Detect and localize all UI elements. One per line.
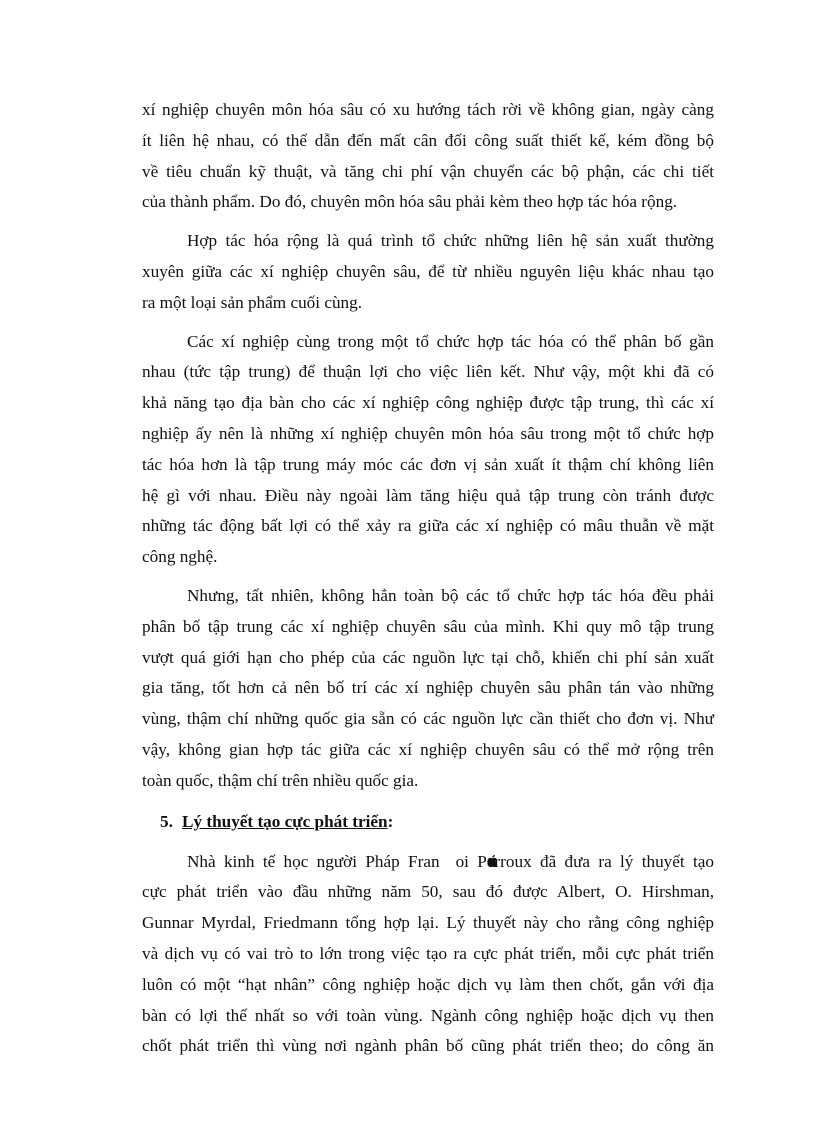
text-line: vùng, thậm chí những quốc gia sẵn có các nguồn lực cần thiết cho đơn vị. Như [142,709,714,729]
text-line: về tiêu chuẩn kỹ thuật, và tăng chi phí vận chuyển các bộ phận, các chi tiết [142,161,714,181]
text-line: những tác động bất lợi có thể xảy ra giữa các xí nghiệp có mâu thuẫn về mặt [142,516,714,536]
text-line: cực phát triển vào đầu những năm 50, sau đó được Albert, O. Hirshman, [142,882,714,902]
text-line: Hợp tác hóa rộng là quá trình tổ chức những liên hệ sản xuất thường [187,231,714,251]
text-line: khả năng tạo địa bàn cho các xí nghiệp công nghiệp được tập trung, thì các xí [142,393,714,413]
text-line: toàn quốc, thậm chí trên nhiều quốc gia. [142,770,419,790]
text-line: xuyên giữa các xí nghiệp chuyên sâu, để từ nhiều nguyên liệu khác nhau tạo [142,261,714,281]
text-line: của thành phẩm. Do đó, chuyên môn hóa sâu phải kèm theo hợp tác hóa rộng. [142,192,678,212]
text-line: công nghệ. [142,547,218,567]
text-fragment: Nhà kinh tế học người Pháp Fran [187,851,440,871]
text-line: Nhưng, tất nhiên, không hẳn toàn bộ các tổ chức hợp tác hóa đều phải [187,585,714,605]
text-line: xí nghiệp chuyên môn hóa sâu có xu hướng tách rời về không gian, ngày càng [142,100,714,119]
section-number: 5. [160,811,173,831]
paragraph-4 [142,581,714,797]
section-title: Lý thuyết tạo cực phát triển [182,811,388,831]
text-line: tác hóa hơn là tập trung máy móc các đơn vị sản xuất ít thậm chí không liên [142,454,714,474]
text-line: ra một loại sản phẩm cuối cùng. [142,292,363,312]
text-line: vậy, không gian hợp tác giữa các xí nghiệp chuyên sâu có thể mở rộng trên [142,739,714,759]
paragraph-2 [142,226,714,318]
text-line: nhau (tức tập trung) để thuận lợi cho việc liên kết. Như vậy, một khi đã có [142,362,714,382]
text-line: ít liên hệ nhau, có thể dẫn đến mất cân đối công suất thiết kế, kém đồng bộ [142,130,714,150]
text-line: Gunnar Myrdal, Friedmann tổng hợp lại. Lý thuyết này cho rằng công nghiệp [142,913,714,933]
text-line: nghiệp ấy nên là những xí nghiệp chuyên môn hóa sâu trong một tổ chức hợp [142,423,714,443]
text-line [142,847,714,878]
text-fragment: oi Perroux đã đưa ra lý thuyết tạo [455,851,714,871]
text-line: phân bố tập trung các xí nghiệp chuyên sâu của mình. Khi quy mô tập trung [142,616,714,636]
text-line: Các xí nghiệp cùng trong một tổ chức hợp tác hóa có thể phân bố gần [187,331,714,351]
text-line: bàn có lợi thế nhất so với toàn vùng. Ngành công nghiệp hoặc dịch vụ then [142,1005,714,1025]
text-line: luôn có một “hạt nhân” công nghiệp hoặc dịch vụ làm then chốt, gắn với địa [142,974,714,994]
text-line: chốt phát triển thì vùng nơi ngành phân bố cũng phát triển theo; do công ăn [142,1036,714,1056]
text-line: vượt quá giới hạn cho phép của các nguồn lực tại chỗ, khiến chi phí sản xuất [142,647,714,667]
text-line: và dịch vụ có vai trò to lớn trong việc tạo ra cực phát triển, mỗi cực phát triển [142,943,714,963]
paragraph-3 [142,327,714,573]
section-colon: : [387,811,394,831]
apple-icon [441,848,455,862]
paragraph-5 [142,847,714,1063]
text-line: hệ gì với nhau. Điều này ngoài làm tăng hiệu quả tập trung còn tránh được [142,485,714,505]
text-line: gia tăng, tốt hơn cả nên bố trí các xí nghiệp chuyên sâu phân tán vào những [142,678,714,698]
paragraph-1 [142,95,714,218]
section-heading [160,805,714,839]
